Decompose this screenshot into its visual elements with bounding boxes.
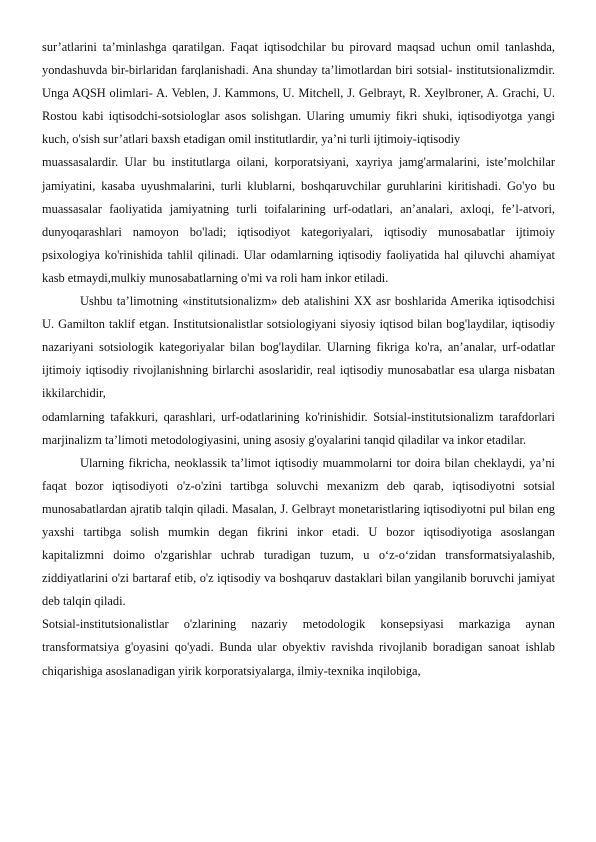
paragraph: Sotsial-institutsionalistlar o'zlarining nazariy metodologik konsepsiyasi markaziga aynan transformatsiya g'oyasini qo'yadi. Bunda ular obyektiv ravishda rivojlanib boradigan sanoat ishlab chiqarishiga asoslanadigan yirik korporatsiyalarga, ilmiy-texnika inqilobiga, [42, 617, 555, 678]
paragraph: Ushbu ta’limotning «institutsionalizm» deb atalishini XX asr boshlarida Amerika iqtisodchisi U. Gamilton taklif etgan. Institutsionalistlar sotsiologiyani siyosiy iqtisod bilan bog'laydilar, iqtisodiy nazariyani sotsiologik kategoriyalar bilan bog'laydilar. Ularning fikriga ko'ra, an’analar, urf-odatlar ijtimoiy iqtisodiy rivojlanishning birlarchi asoslaridir, real iqtisodiy munosabatlar esa ularga nisbatan ikkilarchidir, [42, 294, 555, 401]
paragraph: muassasalardir. Ular bu institutlarga oilani, korporatsiyani, xayriya jamg'armalarini, iste’molchilar jamiyatini, kasaba uyushmalarini, turli klublarni, boshqaruvchilar guruhlarini kiritishadi. Go'yo bu muassasalar faoliyatida jamiyatning turli toifalarining urf-odatlari, an’analari, axloqi, fe’l-atvori, dunyoqarashlari namoyon bo'ladi; iqtisodiyot kategoriyalari, iqtisodiy munosabatlar ijtimoiy psixologiya ko'rinishida tahlil qilinadi. Ular odamlarning iqtisodiy faoliyatida hal qiluvchi ahamiyat kasb etmaydi,mulkiy munosabatlarning o'mi va roli ham inkor etiladi. [42, 155, 555, 285]
document-page [42, 36, 555, 683]
paragraph: odamlarning tafakkuri, qarashlari, urf-odatlarining ko'rinishidir. Sotsial-institutsionalizm tarafdorlari marjinalizm ta’limoti metodologiyasini, uning asosiy g'oyalarini tanqid qiladilar va inkor etadilar. [42, 409, 555, 447]
paragraph: Ularning fikricha, neoklassik ta’limot iqtisodiy muammolarni tor doira bilan cheklaydi, ya’ni faqat bozor iqtisodiyoti o'z-o'zini tartibga soluvchi mexanizm deb qarab, iqtisodiyotni sotsial munosabatlardan ajratib talqin qiladi. Masalan, J. Gelbrayt monetaristlaring iqtisodiyotni pul bilan eng yaxshi tartibga solish mumkin degan fikrini inkor etadi. U bozor iqtisodiyotiga asoslangan kapitalizmni doimo o'zgarishlar uchrab turadigan tuzum, u o‘z-o‘zidan transformatsiyalashib, ziddiyatlarini o'zi bartaraf etib, o'z iqtisodiy va boshqaruv dastaklari bilan yangilanib boruvchi jamiyat deb talqin qiladi. [42, 455, 555, 609]
paragraph: sur’atlarini ta’minlashga qaratilgan. Faqat iqtisodchilar bu pirovard maqsad uchun omil tanlashda, yondashuvda bir-birlaridan farqlanishadi. Ana shunday ta’limotlardan biri sotsial- institutsionalizmdir. Unga AQSH olimlari- A. Veblen, J. Kammons, U. Mitchell, J. Gelbrayt, R. Xeylbroner, A. Grachi, U. Rostou kabi iqtisodchi-sotsiologlar asos solishgan. Ularing umumiy fikri shuki, iqtisodiyotga yangi kuch, o'sish sur’atlari baxsh etadigan omil institutlardir, ya’ni turli ijtimoiy-iqtisodiy [42, 40, 555, 147]
